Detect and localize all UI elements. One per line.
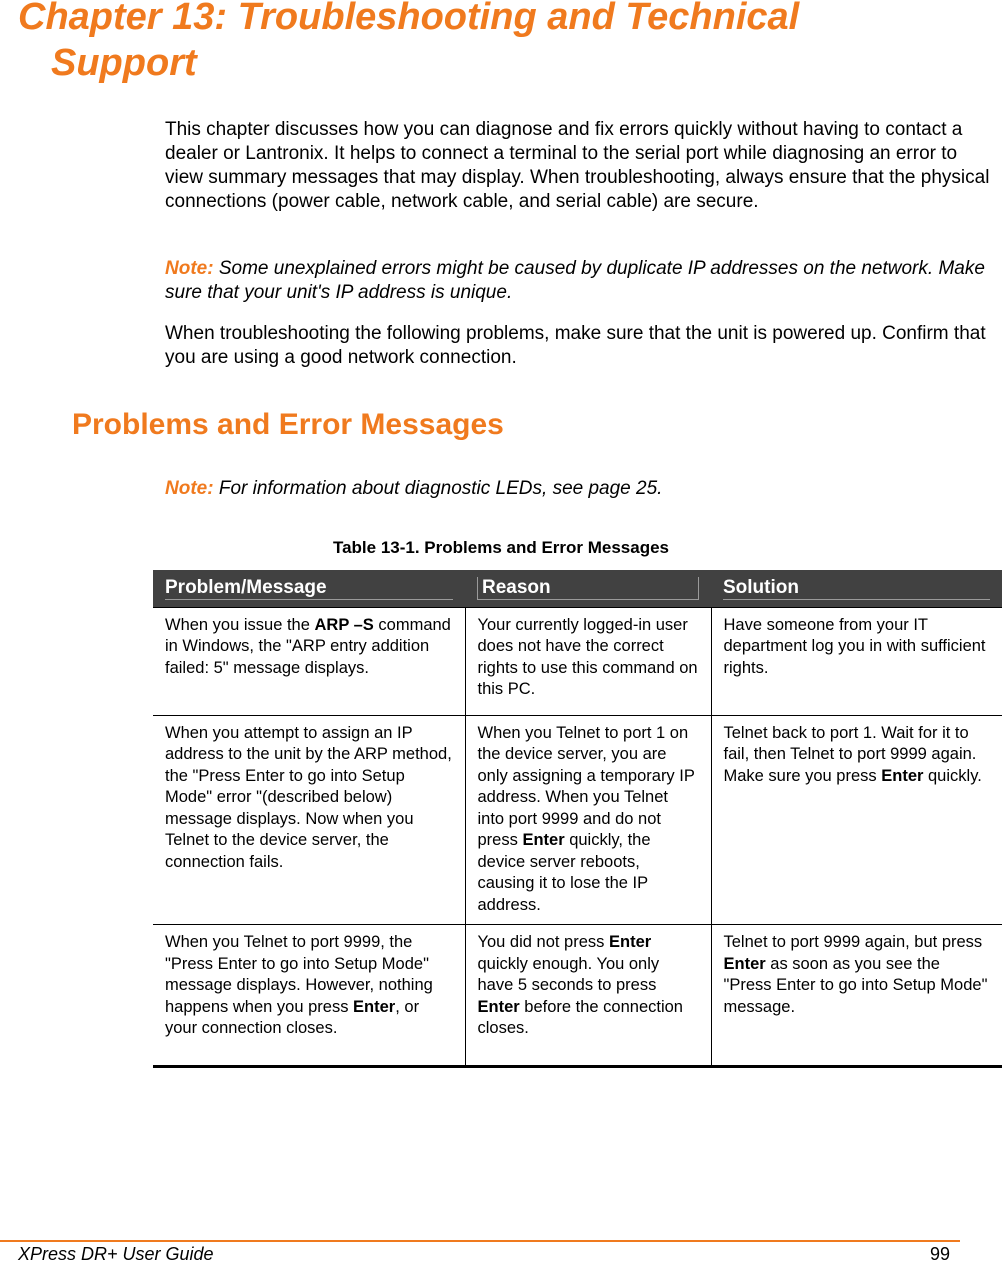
cell-text: quickly enough. You only have 5 seconds to press [477,954,660,994]
cell-solution [711,607,1002,715]
footer-title: XPress DR+ User Guide [18,1244,214,1261]
cell-reason [465,715,711,925]
bold-term: Enter [608,933,652,951]
intro-note-label: Note: [165,258,214,279]
table-row [153,715,1002,925]
cell-text: You did not press [477,933,609,951]
header-solution [711,570,1002,607]
intro-paragraph-2: When troubleshooting the following problems, make sure that the unit is powered up. Confirm that you are using a good network connection. [165,323,986,368]
table-row [153,607,1002,715]
table-header-row [153,570,1002,607]
header-solution-label: Solution [723,577,990,601]
intro-note-text: Some unexplained errors might be caused by duplicate IP addresses on the network. Make sure that your unit's IP address is unique. [165,258,985,303]
header-problem [153,570,465,607]
chapter-title [18,0,978,86]
intro-note [165,257,995,305]
page-number: 99 [930,1244,951,1261]
section-note-text: For information about diagnostic LEDs, see page 25. [213,478,663,499]
cell-problem [153,715,465,925]
cell-text: When you Telnet to port 1 on the device server, you are only assigning a temporary IP address. When you Telnet into port 9999 and do not press [477,723,695,849]
intro-paragraph: This chapter discusses how you can diagnose and fix errors quickly without having to contact a dealer or Lantronix. It helps to connect a terminal to the serial port while diagnosing an error to view summary messages that may display. When troubleshooting, always ensure that the physical connections (power cable, network cable, and serial cable) are secure. [165,119,990,212]
section-note [165,477,995,501]
header-reason-label: Reason [477,577,699,601]
chapter-title-line2: Support [51,42,197,84]
cell-text: Have someone from your IT department log you in with sufficient rights. [723,615,986,677]
cell-text: command in Windows, the "ARP entry addition failed: 5" message displays. [165,615,451,677]
bold-term: ARP –S [314,615,374,634]
section-title: Problems and Error Messages [72,408,504,441]
cell-text: before the connection closes. [477,997,683,1037]
cell-solution [711,925,1002,1067]
chapter-title-line1: Chapter 13: Troubleshooting and Technical [18,0,800,38]
cell-reason [465,607,711,715]
footer-rule [0,1240,960,1242]
bold-term: Enter [477,997,520,1016]
cell-text: quickly, the device server reboots, causing it to lose the IP address. [477,831,651,914]
cell-text: When you attempt to assign an IP address to the unit by the ARP method, the "Press Enter to go into Setup Mode" error "(described below) message displays. Now when you Telnet to the device server, the connection fails. [165,723,452,871]
header-reason [465,570,711,607]
bold-term: Enter [353,997,396,1016]
bold-term: Enter [881,766,924,785]
cell-text: When you Telnet to port 9999, the "Press Enter to go into Setup Mode" message displays. However, nothing happens when you press [165,933,433,1016]
cell-text: as soon as you see the "Press Enter to go into Setup Mode" message. [723,954,988,1016]
cell-problem [153,925,465,1067]
header-problem-label: Problem/Message [165,577,453,601]
table-body [153,607,1002,1067]
cell-text: Telnet back to port 1. Wait for it to fail, then Telnet to port 9999 again. Make sure you press [723,723,977,785]
bold-term: Enter [723,954,766,973]
cell-solution [711,715,1002,925]
cell-text: Telnet to port 9999 again, but press [723,933,983,951]
cell-problem [153,607,465,715]
bold-term: Enter [522,831,565,849]
cell-text: Your currently logged-in user does not have the correct rights to use this command on this PC. [477,615,698,698]
cell-text: When you issue the [165,615,315,634]
cell-text: , or your connection closes. [165,997,420,1037]
cell-text: quickly. [923,766,982,785]
table-row [153,925,1002,1067]
cell-reason [465,925,711,1067]
table-caption: Table 13-1. Problems and Error Messages [332,538,670,557]
section-note-label: Note: [165,478,214,499]
problems-table [153,570,1002,1068]
